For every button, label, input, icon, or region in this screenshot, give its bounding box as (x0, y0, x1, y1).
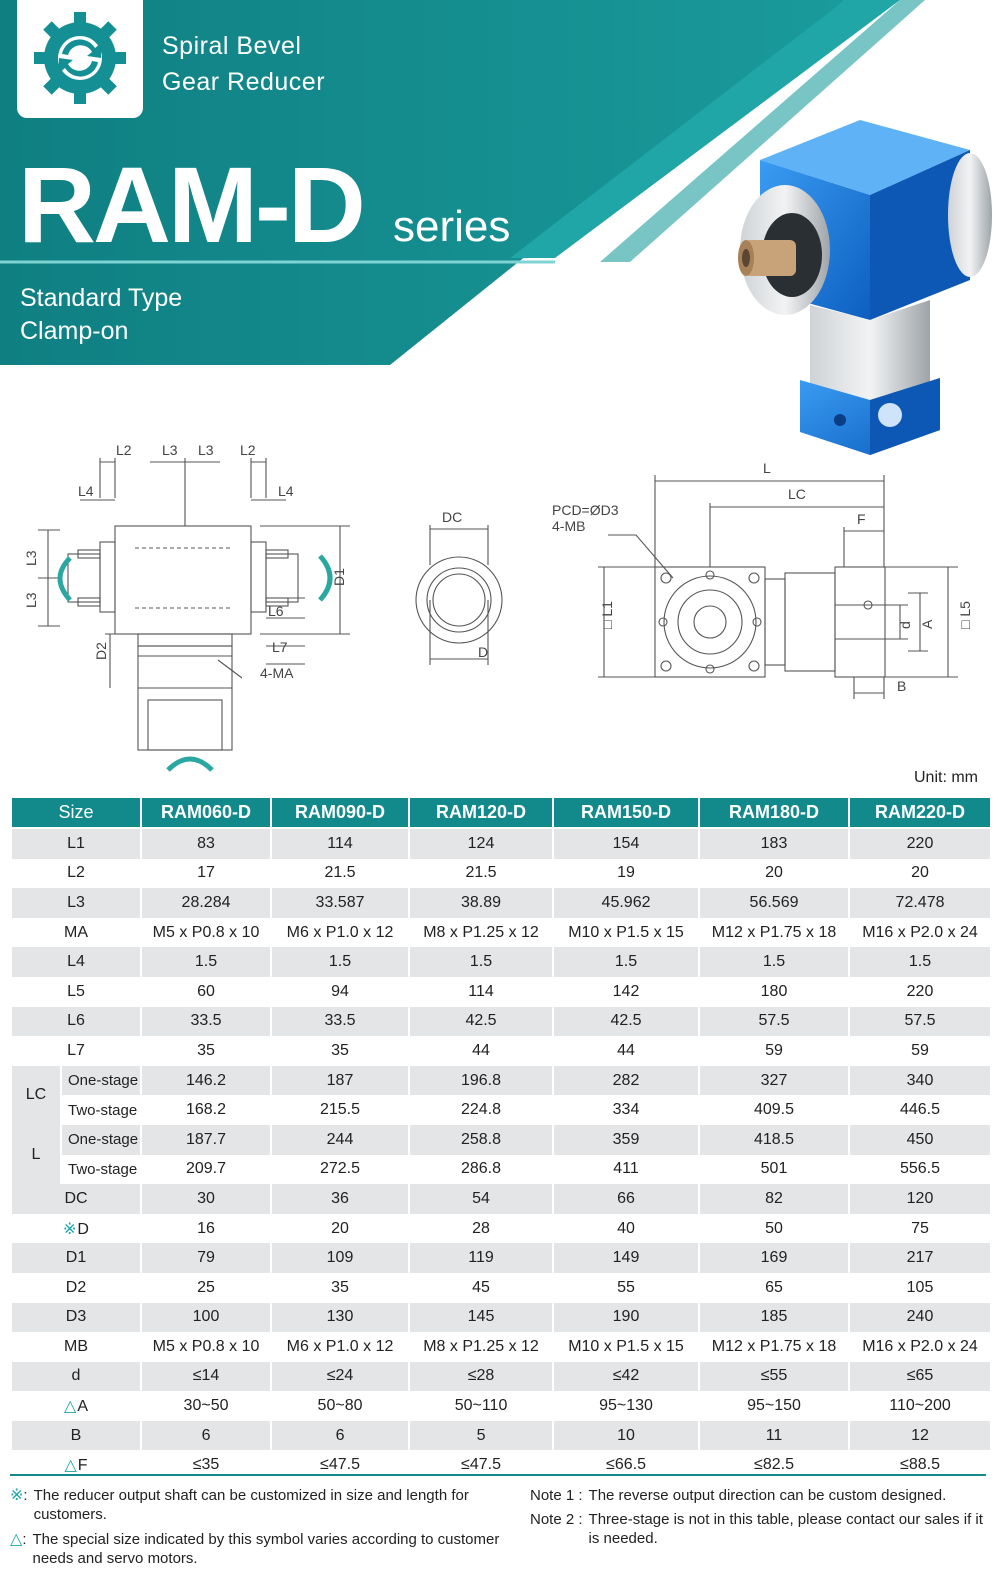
table-cell: 45 (410, 1273, 552, 1303)
note-item (530, 1510, 990, 1548)
table-cell: 16 (142, 1214, 270, 1244)
table-cell: 5 (410, 1421, 552, 1451)
table-cell: 224.8 (410, 1095, 552, 1125)
brand-line-1: Spiral Bevel (162, 32, 302, 60)
table-cell: 1.5 (272, 947, 408, 977)
type-line-2: Clamp-on (20, 317, 129, 345)
table-cell: 40 (554, 1214, 698, 1244)
spec-table (10, 798, 992, 1480)
table-cell: 83 (142, 829, 270, 859)
row-label: One-stage (62, 1125, 140, 1155)
dim-label: L3 (162, 442, 178, 458)
gear-logo-icon (31, 8, 129, 108)
row-label-cell (12, 977, 140, 1007)
table-cell: 44 (554, 1036, 698, 1066)
table-cell: 244 (272, 1125, 408, 1155)
table-cell: 1.5 (700, 947, 848, 977)
model-header: RAM220-D (850, 798, 990, 829)
table-cell: 38.89 (410, 888, 552, 918)
model-header: RAM180-D (700, 798, 848, 829)
row-label-cell (12, 1273, 140, 1303)
table-cell: 209.7 (142, 1155, 270, 1185)
table-cell: 146.2 (142, 1066, 270, 1096)
table-cell: 119 (410, 1243, 552, 1273)
triangle-icon: △ (64, 1457, 77, 1475)
dim-label: A (919, 619, 935, 629)
row-label: L4 (67, 953, 85, 971)
row-label: F (77, 1457, 88, 1475)
dim-label: d (897, 621, 913, 629)
table-cell: ≤42 (554, 1362, 698, 1392)
table-cell: M12 x P1.75 x 18 (700, 1332, 848, 1362)
reference-mark-icon: ※ (10, 1487, 24, 1504)
table-row (12, 1036, 990, 1066)
type-line-1: Standard Type (20, 284, 183, 312)
note-key: Note 1 : (530, 1487, 583, 1504)
table-cell: 409.5 (700, 1095, 848, 1125)
product-category (162, 28, 325, 100)
table-cell: 20 (272, 1214, 408, 1244)
table-cell: ≤55 (700, 1362, 848, 1392)
table-cell: 33.5 (272, 1007, 408, 1037)
table-cell: 145 (410, 1303, 552, 1333)
row-label: D2 (65, 1278, 87, 1296)
table-cell: 30~50 (142, 1391, 270, 1421)
table-cell: 20 (700, 859, 848, 889)
dim-label: L3 (23, 550, 39, 566)
table-cell: 95~130 (554, 1391, 698, 1421)
table-cell: 57.5 (700, 1007, 848, 1037)
table-cell: 130 (272, 1303, 408, 1333)
table-row (12, 1125, 990, 1155)
table-cell: ≤82.5 (700, 1450, 848, 1480)
table-cell: 21.5 (272, 859, 408, 889)
series-suffix: series (393, 202, 511, 251)
row-label: B (70, 1426, 82, 1444)
row-label-cell (12, 1362, 140, 1392)
row-label-cell (12, 1214, 140, 1244)
table-cell: 190 (554, 1303, 698, 1333)
table-cell: 359 (554, 1125, 698, 1155)
table-cell: M10 x P1.5 x 15 (554, 1332, 698, 1362)
table-cell: 286.8 (410, 1155, 552, 1185)
dim-label: F (857, 511, 866, 527)
table-cell: 19 (554, 859, 698, 889)
row-label: MA (64, 923, 88, 941)
table-cell: 56.569 (700, 888, 848, 918)
table-cell: 149 (554, 1243, 698, 1273)
dim-label: L3 (23, 592, 39, 608)
table-cell: 57.5 (850, 1007, 990, 1037)
table-row (12, 829, 990, 859)
unit-label: Unit: mm (914, 769, 978, 786)
row-label: DC (64, 1189, 88, 1207)
table-cell: 79 (142, 1243, 270, 1273)
table-cell: 327 (700, 1066, 848, 1096)
dim-label: B (897, 678, 907, 694)
table-row (12, 1362, 990, 1392)
note-text: The reducer output shaft can be customized in size and length for customers. (33, 1487, 469, 1523)
dim-label: L2 (116, 442, 132, 458)
table-cell: 501 (700, 1155, 848, 1185)
table-cell: ≤47.5 (272, 1450, 408, 1480)
reference-mark-icon: ※ (63, 1220, 77, 1238)
notes-right (530, 1486, 990, 1553)
brand-line-2: Gear Reducer (162, 68, 326, 96)
dim-label: L7 (272, 639, 288, 655)
table-cell: 44 (410, 1036, 552, 1066)
table-cell: 30 (142, 1184, 270, 1214)
table-cell: 75 (850, 1214, 990, 1244)
row-label: L1 (67, 834, 85, 852)
row-label: Two-stage (62, 1155, 140, 1185)
table-cell: 1.5 (142, 947, 270, 977)
product-type (20, 282, 182, 348)
table-row (12, 947, 990, 977)
table-cell: 185 (700, 1303, 848, 1333)
table-cell: 95~150 (700, 1391, 848, 1421)
model-header: RAM060-D (142, 798, 270, 829)
table-cell: 334 (554, 1095, 698, 1125)
row-label-cell (12, 859, 140, 889)
table-cell: 12 (850, 1421, 990, 1451)
table-cell: 20 (850, 859, 990, 889)
table-row (12, 1243, 990, 1273)
table-cell: 154 (554, 829, 698, 859)
row-label: L6 (67, 1012, 85, 1030)
table-cell: 110~200 (850, 1391, 990, 1421)
front-view-drawing (400, 505, 510, 675)
table-cell: 120 (850, 1184, 990, 1214)
dim-label: LC (788, 486, 806, 502)
dim-label: D1 (331, 568, 347, 586)
table-row (12, 1095, 990, 1125)
table-cell: 94 (272, 977, 408, 1007)
table-cell: ≤88.5 (850, 1450, 990, 1480)
table-cell: 220 (850, 829, 990, 859)
dim-label: L4 (78, 483, 94, 499)
dim-label: □ L1 (599, 601, 615, 629)
size-header: Size (12, 798, 140, 829)
table-cell: 446.5 (850, 1095, 990, 1125)
table-bottom-rule (10, 1474, 986, 1476)
table-cell: 50~80 (272, 1391, 408, 1421)
table-cell: 418.5 (700, 1125, 848, 1155)
table-cell: ≤65 (850, 1362, 990, 1392)
note-text: The reverse output direction can be custom designed. (588, 1487, 947, 1504)
triangle-icon: △ (10, 1531, 23, 1548)
triangle-icon: △ (64, 1398, 77, 1416)
table-cell: 272.5 (272, 1155, 408, 1185)
row-label-cell (12, 1184, 140, 1214)
dim-label: D (478, 644, 489, 660)
series-title: RAM-D (18, 144, 363, 265)
note-text: Three-stage is not in this table, please contact our sales if it is needed. (588, 1511, 983, 1547)
table-cell: 50 (700, 1214, 848, 1244)
table-cell: 59 (700, 1036, 848, 1066)
row-label-cell (12, 947, 140, 977)
row-label-cell (12, 1332, 140, 1362)
table-cell: 35 (272, 1273, 408, 1303)
row-label: A (77, 1398, 88, 1416)
table-cell: 1.5 (850, 947, 990, 977)
row-label: MB (64, 1337, 88, 1355)
table-cell: ≤35 (142, 1450, 270, 1480)
table-cell: ≤24 (272, 1362, 408, 1392)
table-cell: M5 x P0.8 x 10 (142, 918, 270, 948)
table-cell: 65 (700, 1273, 848, 1303)
table-cell: 17 (142, 859, 270, 889)
table-cell: 1.5 (410, 947, 552, 977)
dim-label: D2 (93, 642, 109, 660)
dim-label: L2 (240, 442, 256, 458)
table-cell: 72.478 (850, 888, 990, 918)
table-cell: 45.962 (554, 888, 698, 918)
side-view-drawing (20, 438, 350, 793)
dim-label: L (763, 460, 771, 476)
note-item: △: The special size indicated by this symbol varies according to customer needs and servo motors. (10, 1530, 510, 1568)
table-header-row (12, 798, 990, 829)
table-cell: 6 (142, 1421, 270, 1451)
table-cell: 282 (554, 1066, 698, 1096)
table-row (12, 918, 990, 948)
dim-label: L4 (278, 483, 294, 499)
table-cell: M10 x P1.5 x 15 (554, 918, 698, 948)
table-cell: 54 (410, 1184, 552, 1214)
row-label-cell (12, 1391, 140, 1421)
table-cell: 187 (272, 1066, 408, 1096)
table-cell: M6 x P1.0 x 12 (272, 1332, 408, 1362)
row-label: One-stage (62, 1066, 140, 1096)
table-cell: 66 (554, 1184, 698, 1214)
table-cell: 114 (410, 977, 552, 1007)
table-cell: 28.284 (142, 888, 270, 918)
row-label-cell (12, 1036, 140, 1066)
table-cell: 6 (272, 1421, 408, 1451)
table-cell: ≤66.5 (554, 1450, 698, 1480)
table-cell: ≤28 (410, 1362, 552, 1392)
table-cell: 42.5 (554, 1007, 698, 1037)
note-key: Note 2 : (530, 1511, 583, 1528)
table-cell: 36 (272, 1184, 408, 1214)
row-label: D (77, 1220, 89, 1238)
table-cell: 180 (700, 977, 848, 1007)
dim-label: PCD=ØD3 (552, 502, 619, 518)
table-cell: 124 (410, 829, 552, 859)
table-cell: M12 x P1.75 x 18 (700, 918, 848, 948)
table-cell: 411 (554, 1155, 698, 1185)
table-cell: 35 (142, 1036, 270, 1066)
table-cell: 11 (700, 1421, 848, 1451)
group-label: L (12, 1125, 60, 1184)
table-cell: 60 (142, 977, 270, 1007)
row-label-cell (12, 1007, 140, 1037)
table-row (12, 1421, 990, 1451)
table-cell: 220 (850, 977, 990, 1007)
row-label: L3 (67, 893, 85, 911)
row-label: L2 (67, 864, 85, 882)
dim-label: □ L5 (957, 601, 973, 629)
table-row (12, 1007, 990, 1037)
table-cell: 169 (700, 1243, 848, 1273)
table-body (12, 829, 990, 1480)
group-label: LC (12, 1066, 60, 1125)
table-cell: 105 (850, 1273, 990, 1303)
table-cell: 59 (850, 1036, 990, 1066)
note-text: The special size indicated by this symbol varies according to customer needs and servo motors. (32, 1531, 500, 1567)
table-cell: M8 x P1.25 x 12 (410, 918, 552, 948)
table-cell: M16 x P2.0 x 24 (850, 918, 990, 948)
row-label: Two-stage (62, 1095, 140, 1125)
table-cell: 142 (554, 977, 698, 1007)
dim-label: 4-MA (260, 665, 294, 681)
table-cell: 114 (272, 829, 408, 859)
row-label: D3 (65, 1308, 87, 1326)
row-label-cell (12, 1243, 140, 1273)
table-cell: 340 (850, 1066, 990, 1096)
table-cell: 100 (142, 1303, 270, 1333)
notes-left (10, 1486, 510, 1573)
dim-label: L6 (268, 603, 284, 619)
table-cell: 215.5 (272, 1095, 408, 1125)
table-cell: 217 (850, 1243, 990, 1273)
table-cell: M5 x P0.8 x 10 (142, 1332, 270, 1362)
dim-label: L3 (198, 442, 214, 458)
row-label: d (71, 1367, 81, 1385)
table-cell: 55 (554, 1273, 698, 1303)
table-cell: ≤47.5 (410, 1450, 552, 1480)
table-cell: 35 (272, 1036, 408, 1066)
table-cell: 109 (272, 1243, 408, 1273)
table-row (12, 1184, 990, 1214)
table-cell: 50~110 (410, 1391, 552, 1421)
brand-logo (17, 0, 143, 118)
row-label-cell (12, 1421, 140, 1451)
top-view-drawing (548, 455, 973, 700)
note-item: ※: The reducer output shaft can be customized in size and length for customers. (10, 1486, 510, 1524)
row-label: L5 (67, 982, 85, 1000)
table-row (12, 1066, 990, 1096)
table-row (12, 1273, 990, 1303)
table-cell: M6 x P1.0 x 12 (272, 918, 408, 948)
table-cell: 25 (142, 1273, 270, 1303)
table-cell: 1.5 (554, 947, 698, 977)
table-cell: ≤14 (142, 1362, 270, 1392)
row-label-cell (12, 829, 140, 859)
dim-label: DC (442, 509, 463, 525)
note-item (530, 1486, 990, 1505)
table-cell: 556.5 (850, 1155, 990, 1185)
table-row (12, 1303, 990, 1333)
table-cell: 33.587 (272, 888, 408, 918)
table-row (12, 859, 990, 889)
model-header: RAM150-D (554, 798, 698, 829)
table-row (12, 977, 990, 1007)
table-cell: 33.5 (142, 1007, 270, 1037)
table-cell: 240 (850, 1303, 990, 1333)
table-cell: 42.5 (410, 1007, 552, 1037)
table-row (12, 1214, 990, 1244)
table-row (12, 1155, 990, 1185)
product-photo (730, 120, 990, 460)
dim-label: 4-MB (552, 518, 586, 534)
table-row (12, 1391, 990, 1421)
table-cell: 187.7 (142, 1125, 270, 1155)
table-cell: 450 (850, 1125, 990, 1155)
row-label-cell (12, 888, 140, 918)
table-cell: 28 (410, 1214, 552, 1244)
table-cell: 196.8 (410, 1066, 552, 1096)
table-cell: M8 x P1.25 x 12 (410, 1332, 552, 1362)
model-header: RAM090-D (272, 798, 408, 829)
table-cell: 82 (700, 1184, 848, 1214)
table-cell: 183 (700, 829, 848, 859)
table-row (12, 1332, 990, 1362)
table-cell: 258.8 (410, 1125, 552, 1155)
row-label: D1 (65, 1249, 87, 1267)
model-header: RAM120-D (410, 798, 552, 829)
row-label: L7 (67, 1041, 85, 1059)
table-row (12, 888, 990, 918)
table-cell: 168.2 (142, 1095, 270, 1125)
row-label-cell (12, 918, 140, 948)
table-cell: 21.5 (410, 859, 552, 889)
row-label-cell (12, 1303, 140, 1333)
table-cell: 10 (554, 1421, 698, 1451)
table-cell: M16 x P2.0 x 24 (850, 1332, 990, 1362)
